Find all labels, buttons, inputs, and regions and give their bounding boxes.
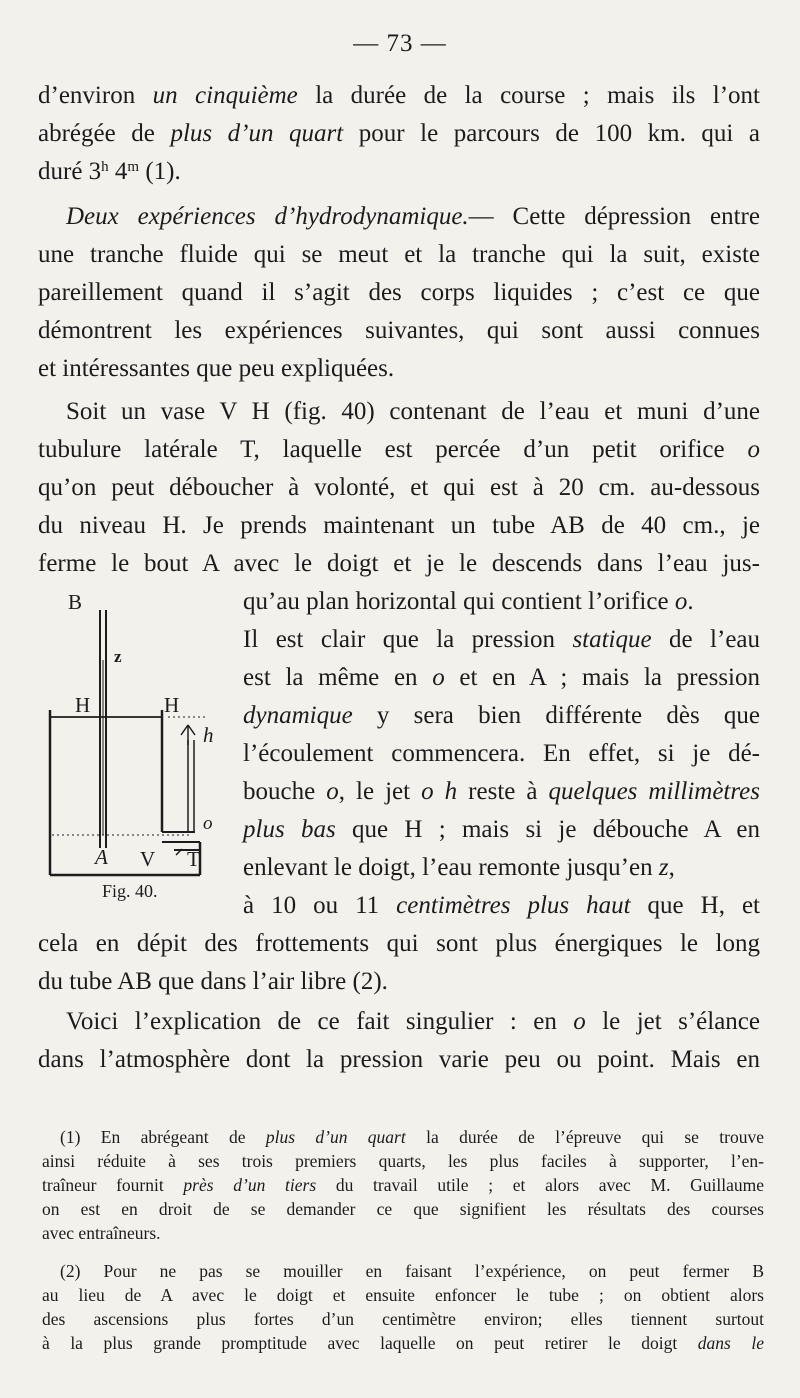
footnote-line — [42, 1221, 764, 1245]
label-h-jet: h — [203, 723, 214, 747]
text-line — [38, 545, 760, 583]
label-a: A — [95, 845, 108, 869]
text-run: , le jet — [338, 778, 422, 805]
text-run: des ascensions plus fortes d’un centimètre environ; elles tiennent surtout — [42, 1309, 764, 1329]
text-run: plus d’un quart — [170, 120, 344, 147]
text-run: est la même en — [243, 664, 433, 691]
footnote-line — [42, 1259, 764, 1283]
page-number: — 73 — — [353, 30, 447, 57]
text-line — [38, 963, 760, 1001]
label-v: V — [140, 847, 156, 871]
text-run: statique — [572, 626, 652, 653]
text-run: (1) En abrégeant de — [60, 1127, 266, 1147]
text-run: de l’eau — [651, 626, 761, 653]
text-run: pareillement quand il s’agit des corps liquides ; c’est ce que — [38, 279, 760, 306]
text-run: o h — [421, 778, 458, 805]
text-run: — Cette dépression entre — [468, 203, 760, 230]
text-run: y sera bien différente dès que — [352, 702, 760, 729]
text-line — [38, 393, 760, 431]
text-run: abrégée de — [38, 120, 171, 147]
footnote-line — [42, 1173, 764, 1197]
text-run: Voici l’explication de ce fait singulier : en — [66, 1008, 574, 1035]
text-run: (1). — [139, 158, 181, 185]
text-run: 4 — [108, 158, 128, 185]
text-run: o — [747, 436, 760, 463]
text-line — [38, 77, 760, 115]
footnote-line — [42, 1125, 764, 1149]
text-run: avec entraîneurs. — [42, 1223, 161, 1243]
text-run: cela en dépit des frottements qui sont plus énergiques le long — [38, 930, 760, 957]
text-run: reste à — [457, 778, 549, 805]
text-run: m — [127, 159, 140, 175]
text-run: dans l’atmosphère dont la pression varie peu ou point. Mais en — [38, 1046, 760, 1073]
text-run: qu’on peut déboucher à volonté, et qui est à 20 cm. au-dessous — [38, 474, 760, 501]
text-line — [38, 236, 760, 274]
text-run: du travail utile ; et alors avec M. Guillaume — [316, 1175, 765, 1195]
text-run: tubulure latérale T, laquelle est percée d’un petit orifice — [38, 436, 748, 463]
text-run: centimètres plus haut — [396, 892, 631, 919]
text-run: dans le — [697, 1333, 764, 1353]
text-run: pour le parcours de 100 km. qui a — [343, 120, 760, 147]
text-run: plus d’un quart — [265, 1127, 406, 1147]
text-run: o — [573, 1008, 586, 1035]
text-run: o — [432, 664, 445, 691]
text-line — [38, 507, 760, 545]
text-line — [243, 735, 760, 773]
text-run: o — [326, 778, 339, 805]
text-run: z — [658, 854, 669, 881]
text-run: plus bas — [243, 816, 336, 843]
label-h-left: H — [75, 693, 91, 717]
footnote-line — [42, 1197, 764, 1221]
text-line — [243, 887, 760, 925]
text-run: au lieu de A avec le doigt et ensuite enfoncer le tube ; on obtient alors — [42, 1285, 764, 1305]
text-run: dynamique — [243, 702, 353, 729]
label-b: B — [68, 590, 83, 614]
text-run: du tube AB que dans l’air libre (2). — [38, 968, 388, 995]
text-run: que H, et — [630, 892, 760, 919]
text-run: traîneur fournit — [42, 1175, 184, 1195]
footnote-line — [42, 1283, 764, 1307]
text-line — [243, 811, 760, 849]
text-line — [38, 312, 760, 350]
text-line — [38, 1041, 760, 1079]
text-line — [38, 431, 760, 469]
text-line — [38, 469, 760, 507]
text-line — [38, 198, 760, 236]
figure-caption: Fig. 40. — [102, 881, 158, 901]
text-run: ainsi réduite à ses trois premiers quarts, les plus faciles à supporter, l’en- — [42, 1151, 764, 1171]
text-line — [243, 773, 760, 811]
text-run: quelques millimètres — [548, 778, 760, 805]
text-run: enlevant le doigt, l’eau remonte jusqu’en — [243, 854, 659, 881]
text-line — [243, 583, 760, 621]
text-run: d’environ — [38, 82, 153, 109]
footnote-line — [42, 1331, 764, 1355]
label-z: z — [114, 647, 122, 666]
text-run: près d’un tiers — [183, 1175, 317, 1195]
text-run: la durée de l’épreuve qui se trouve — [405, 1127, 764, 1147]
text-line — [38, 274, 760, 312]
text-run: on est en droit de se demander ce que signifient les résultats des courses — [42, 1199, 764, 1219]
label-h-right: H — [164, 693, 180, 717]
text-line — [243, 659, 760, 697]
figure-40 — [40, 585, 235, 910]
text-line — [243, 697, 760, 735]
text-run: démontrent les expériences suivantes, qui sont aussi connues — [38, 317, 760, 344]
text-run: duré 3 — [38, 158, 102, 185]
text-run: h — [101, 159, 109, 175]
footnote-line — [42, 1307, 764, 1331]
text-run: Deux expériences d’hydrodynamique. — [66, 203, 469, 230]
text-run: la durée de la course ; mais ils l’ont — [297, 82, 760, 109]
text-line — [243, 849, 760, 887]
text-run: qu’au plan horizontal qui contient l’orifice — [243, 588, 675, 615]
text-run: . — [687, 588, 694, 615]
text-line — [38, 350, 760, 388]
text-line — [243, 621, 760, 659]
text-line — [38, 1003, 760, 1041]
text-run: l’écoulement commencera. En effet, si je dé- — [243, 740, 760, 767]
text-run: du niveau H. Je prends maintenant un tube AB de 40 cm., je — [38, 512, 760, 539]
text-run: , — [668, 854, 675, 881]
label-o: o — [203, 813, 213, 834]
text-run: et en A ; mais la pression — [444, 664, 760, 691]
text-run: à la plus grande promptitude avec laquelle on peut retirer le doigt — [42, 1333, 698, 1353]
text-line — [38, 153, 760, 191]
text-run: que H ; mais si je débouche A en — [335, 816, 761, 843]
text-run: o — [674, 588, 688, 615]
text-run: à 10 ou 11 — [243, 892, 397, 919]
text-line — [38, 115, 760, 153]
text-run: Il est clair que la pression — [243, 626, 573, 653]
text-run: le jet s’élance — [585, 1008, 760, 1035]
text-run: un cinquième — [152, 82, 298, 109]
footnote-line — [42, 1149, 764, 1173]
text-run: ferme le bout A avec le doigt et je le descends dans l’eau jus- — [38, 550, 760, 577]
text-run: (2) Pour ne pas se mouiller en faisant l’expérience, on peut fermer B — [60, 1261, 764, 1281]
text-run: bouche — [243, 778, 327, 805]
text-line — [38, 925, 760, 963]
label-t: T — [187, 847, 200, 871]
text-run: et intéressantes que peu expliquées. — [38, 355, 395, 382]
text-run: Soit un vase V H (fig. 40) contenant de l’eau et muni d’une — [66, 398, 760, 425]
text-run: une tranche fluide qui se meut et la tranche qui la suit, existe — [38, 241, 760, 268]
